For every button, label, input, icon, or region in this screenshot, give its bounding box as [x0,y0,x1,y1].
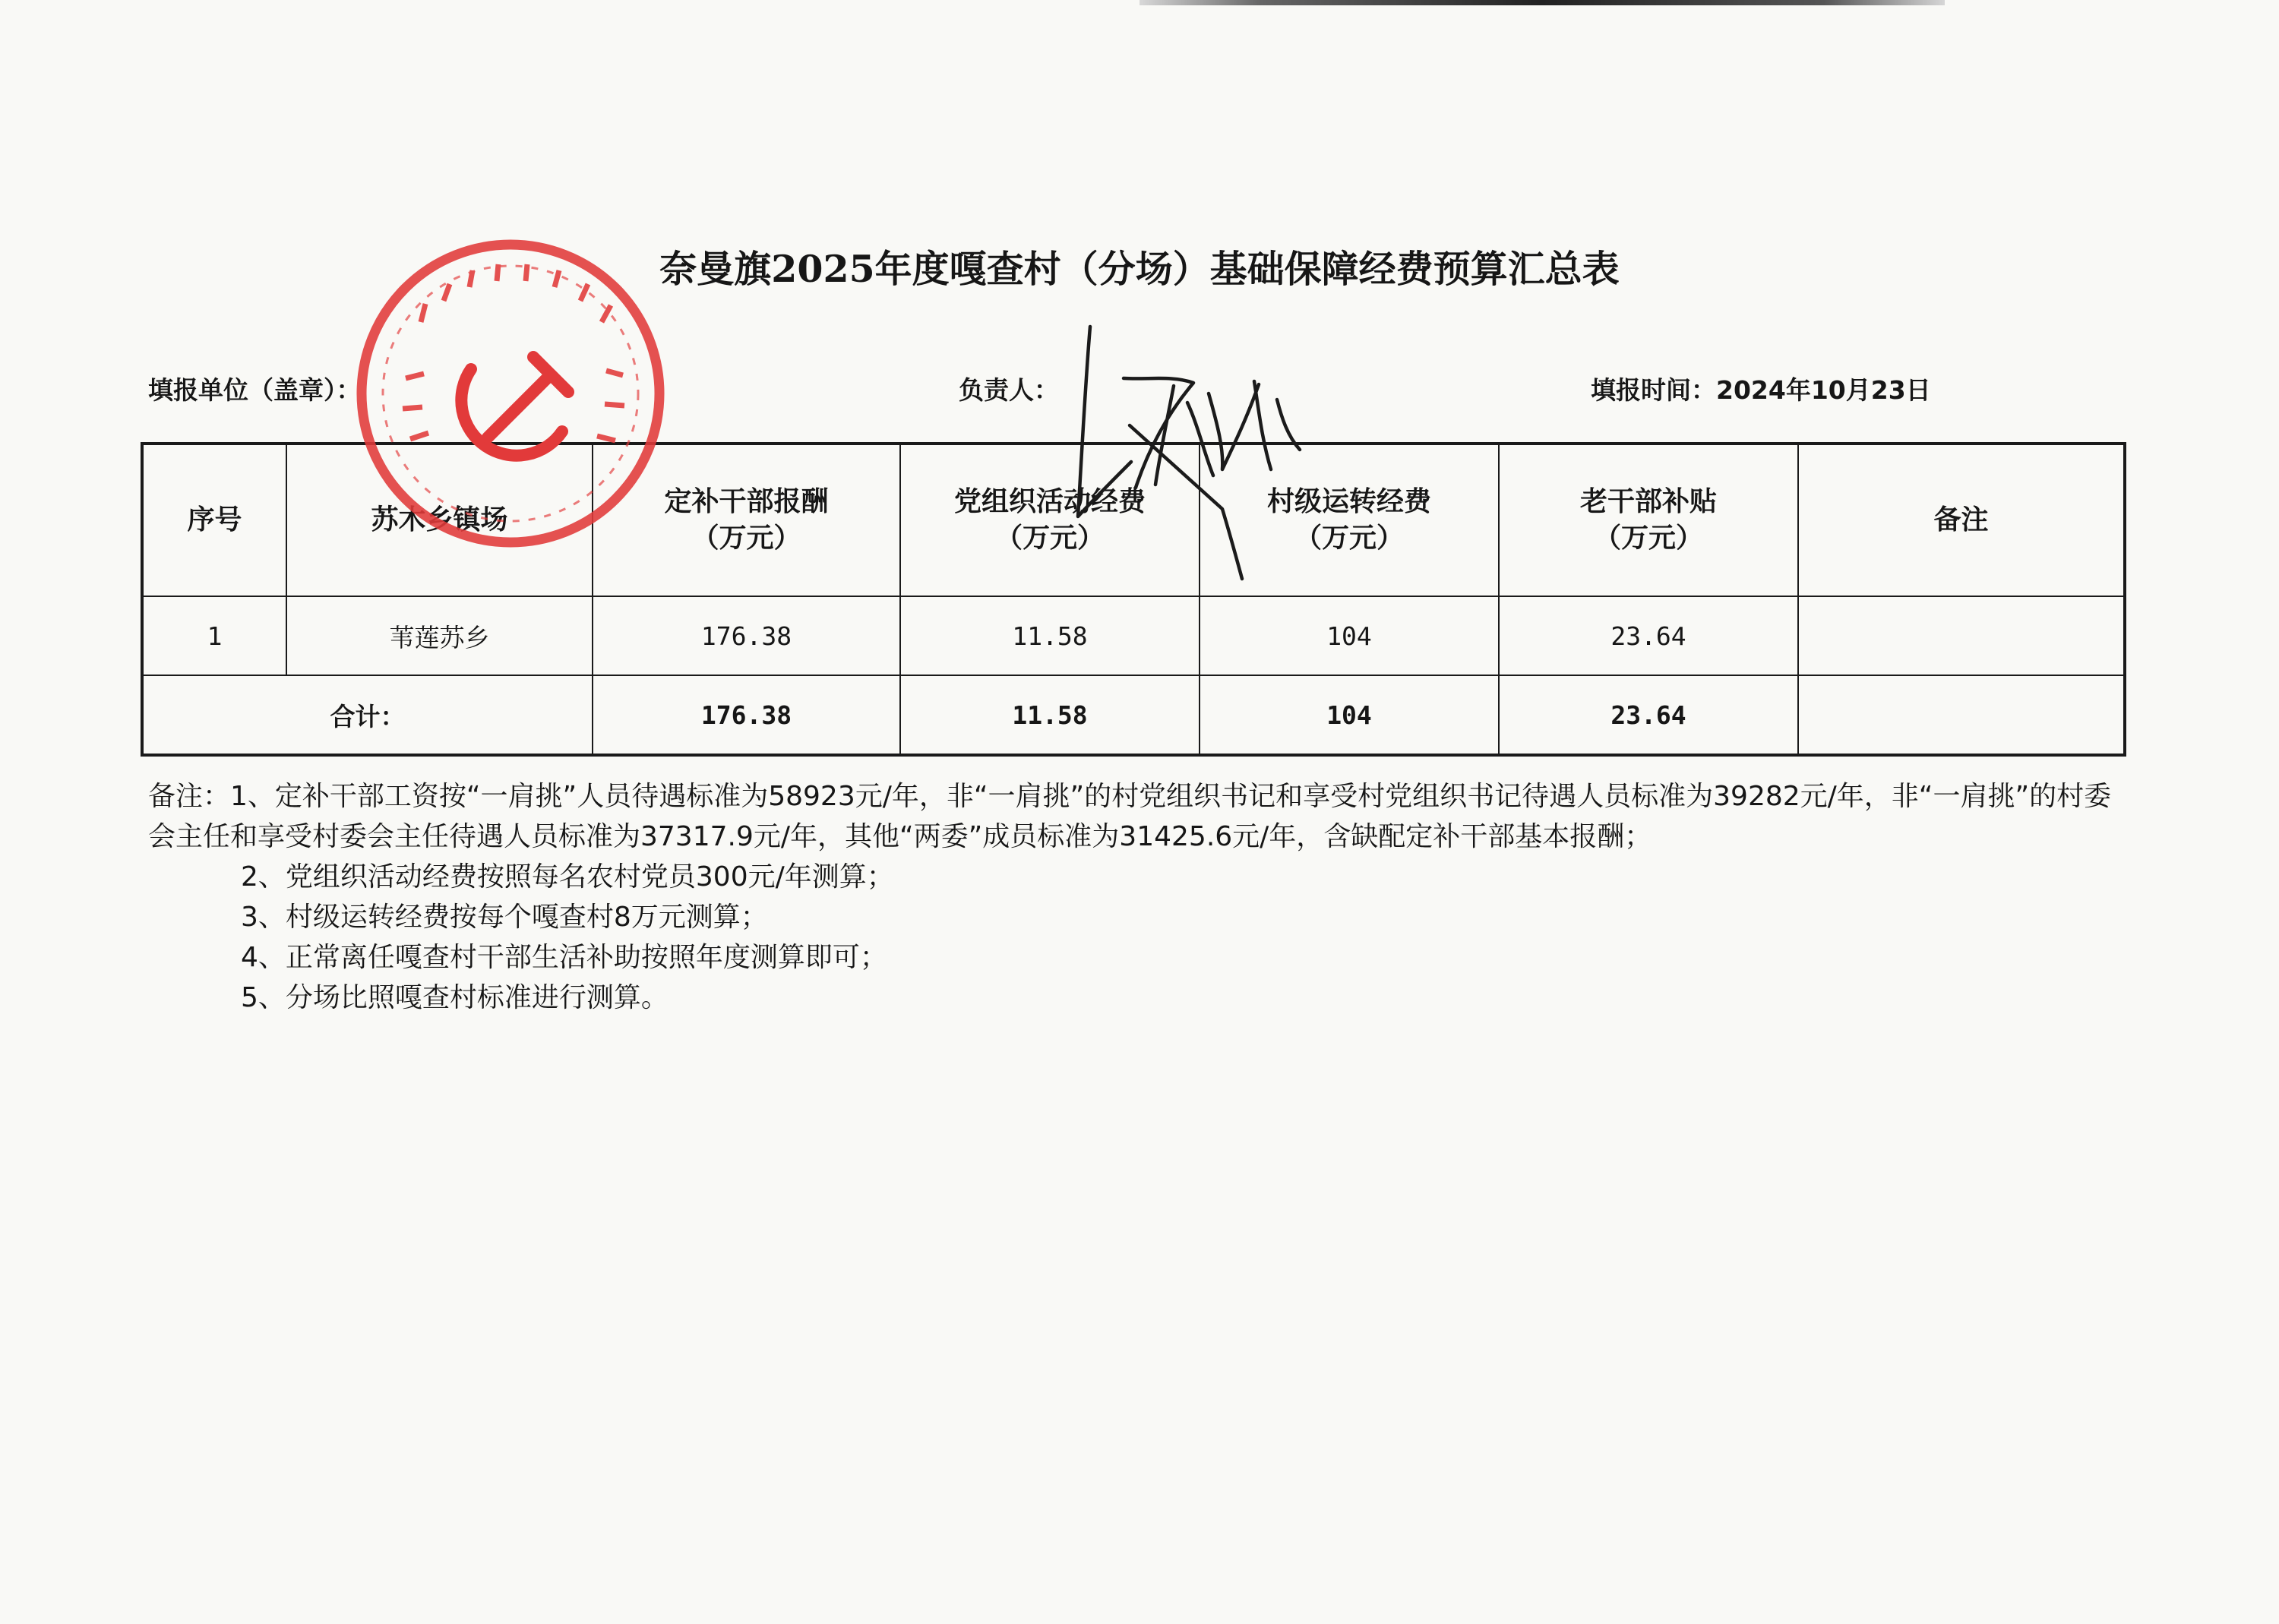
note-item-4: 4、正常离任嘎查村干部生活补助按照年度测算即可； [241,942,887,973]
header-township: 苏木乡镇场 [286,444,593,596]
cell-remark [1798,596,2125,675]
table-row [142,596,2125,675]
total-party-fund: 11.58 [900,675,1200,755]
scan-edge-mark [1140,0,1945,5]
header-remark: 备注 [1798,444,2125,596]
cell-cadre-pay: 176.38 [593,596,900,675]
note-item-3: 3、村级运转经费按每个嘎查村8万元测算； [241,902,768,933]
document-title: 奈曼旗2025年度嘎查村（分场）基础保障经费预算汇总表 [659,247,1620,291]
header-party-fund-name: 党组织活动经费 [953,486,1146,517]
cell-village-fund: 104 [1200,596,1499,675]
header-party-fund [900,444,1200,596]
responsible-person-label: 负责人： [959,375,1059,405]
header-village-fund-name: 村级运转经费 [1266,486,1431,517]
notes-section [148,776,2123,1018]
header-cadre-pay-name: 定补干部报酬 [664,486,829,517]
note-item-5: 5、分场比照嘎查村标准进行测算。 [241,982,669,1013]
filing-unit-label: 填报单位（盖章）： [148,375,362,405]
header-retiree-subsidy-unit: （万元） [1593,523,1703,554]
budget-summary-table [141,442,2126,757]
filing-date: 填报时间：2024年10月23日 [1591,375,1931,405]
total-cadre-pay: 176.38 [593,675,900,755]
table-header-row [142,444,2125,596]
note-item-1: 备注：1、定补干部工资按“一肩挑”人员待遇标准为58923元/年，非“一肩挑”的村党组织书记和享受村党组织书记待遇人员标准为39282元/年，非“一肩挑”的村委会主任和享受村委会主任待遇人员标准为37317.9元/年，其他“两委”成员标准为31425.6元/年，含缺配定补干部基本报酬； [148,781,2112,852]
cell-party-fund: 11.58 [900,596,1200,675]
cell-retiree-subsidy: 23.64 [1499,596,1798,675]
header-village-fund-unit: （万元） [1294,523,1404,554]
header-cadre-pay-unit: （万元） [691,523,801,554]
hammer-sickle-icon [461,357,568,456]
cell-township: 苇莲苏乡 [286,596,593,675]
total-label: 合计： [142,675,593,755]
total-village-fund: 104 [1200,675,1499,755]
total-retiree-subsidy: 23.64 [1499,675,1798,755]
header-party-fund-unit: （万元） [994,523,1105,554]
total-remark [1798,675,2125,755]
header-cadre-pay [593,444,900,596]
note-item-2: 2、党组织活动经费按照每名农村党员300元/年测算； [241,861,894,893]
header-serial-number: 序号 [142,444,286,596]
cell-serial-number: 1 [142,596,286,675]
header-village-fund [1200,444,1499,596]
header-retiree-subsidy [1499,444,1798,596]
header-retiree-subsidy-name: 老干部补贴 [1579,486,1717,517]
table-total-row [142,675,2125,755]
